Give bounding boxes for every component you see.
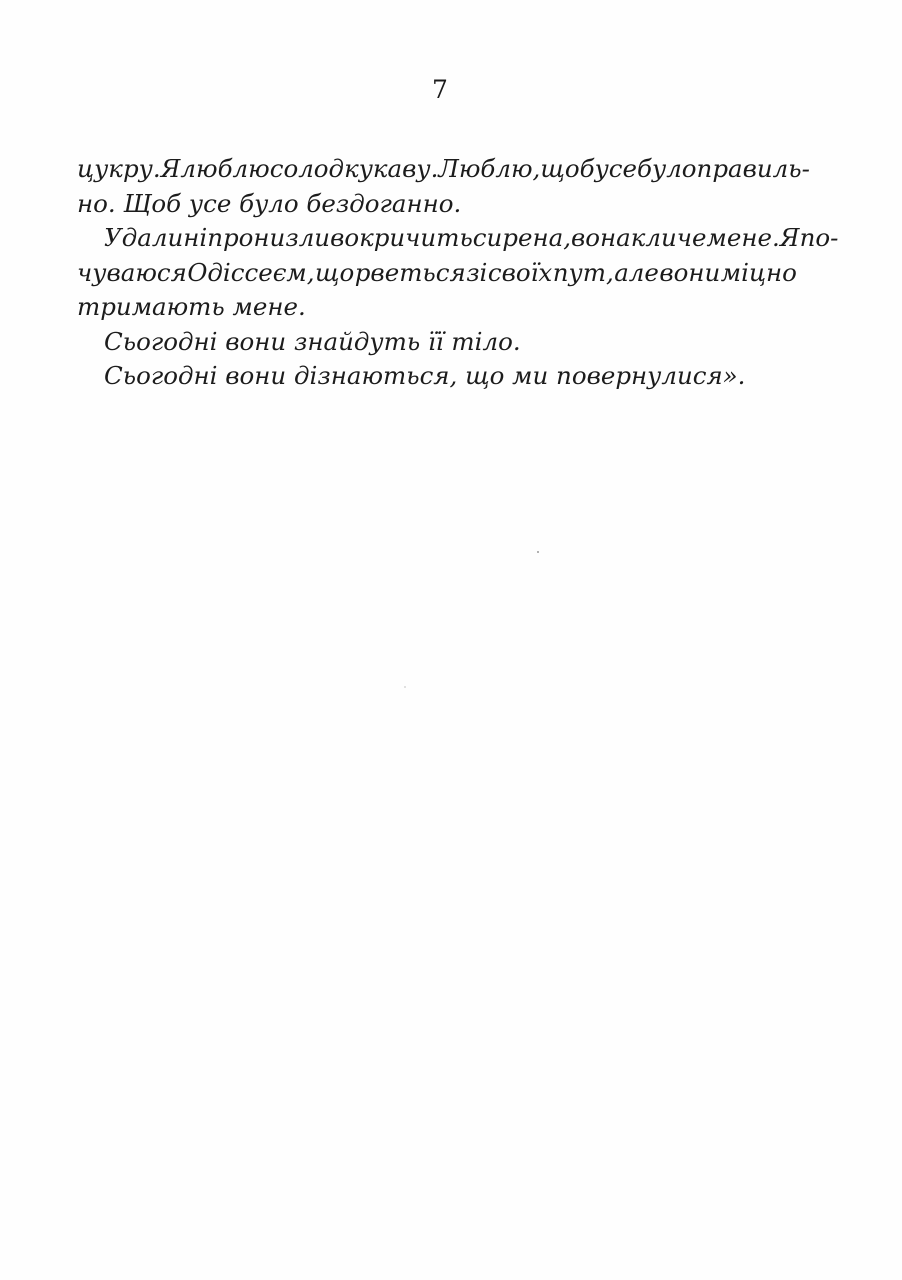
word: люблю bbox=[180, 154, 270, 183]
word: Удалині bbox=[104, 223, 208, 252]
paragraph bbox=[77, 221, 839, 325]
word: зі bbox=[466, 257, 488, 287]
body-text bbox=[77, 152, 839, 394]
word: солодку bbox=[269, 154, 373, 183]
word: Я bbox=[779, 223, 800, 252]
word: Одіссеєм, bbox=[187, 257, 315, 287]
word: своїх bbox=[487, 257, 553, 287]
page-number: 7 bbox=[432, 75, 448, 104]
paper-speck bbox=[404, 686, 406, 688]
word: щоб bbox=[540, 154, 595, 183]
word: кличе bbox=[630, 223, 707, 252]
text-line bbox=[77, 152, 810, 187]
word: кричить bbox=[359, 223, 473, 252]
word: цукру. bbox=[77, 154, 161, 183]
word: Я bbox=[160, 154, 181, 183]
text-line bbox=[77, 221, 839, 256]
word: мене. bbox=[706, 223, 780, 252]
paragraph bbox=[77, 325, 797, 360]
word: усе bbox=[594, 154, 638, 183]
word: було bbox=[637, 154, 697, 183]
paragraph bbox=[77, 152, 810, 221]
paper-speck bbox=[537, 551, 539, 553]
word: пут, bbox=[552, 257, 614, 287]
text-line: но. Щоб усе було бездоганно. bbox=[77, 188, 462, 218]
word: чуваюся bbox=[77, 257, 187, 287]
word: вони bbox=[659, 257, 721, 287]
text-line: Сьогодні вони знайдуть її тіло. bbox=[104, 326, 521, 356]
text-line: тримають мене. bbox=[77, 292, 306, 321]
word: каву. bbox=[372, 154, 439, 183]
word: сирена, bbox=[472, 223, 571, 252]
paragraph bbox=[77, 359, 797, 394]
word: що bbox=[315, 257, 355, 287]
word: Люблю, bbox=[438, 154, 541, 183]
word: але bbox=[614, 257, 659, 287]
word: по- bbox=[799, 223, 839, 252]
word: рветься bbox=[354, 257, 466, 287]
word: правиль- bbox=[696, 154, 810, 183]
word: пронизливо bbox=[207, 223, 360, 252]
text-line bbox=[77, 256, 797, 291]
word: вона bbox=[571, 223, 631, 252]
text-line: Сьогодні вони дізнаються, що ми повернулися». bbox=[104, 361, 746, 390]
word: міцно bbox=[720, 257, 797, 287]
